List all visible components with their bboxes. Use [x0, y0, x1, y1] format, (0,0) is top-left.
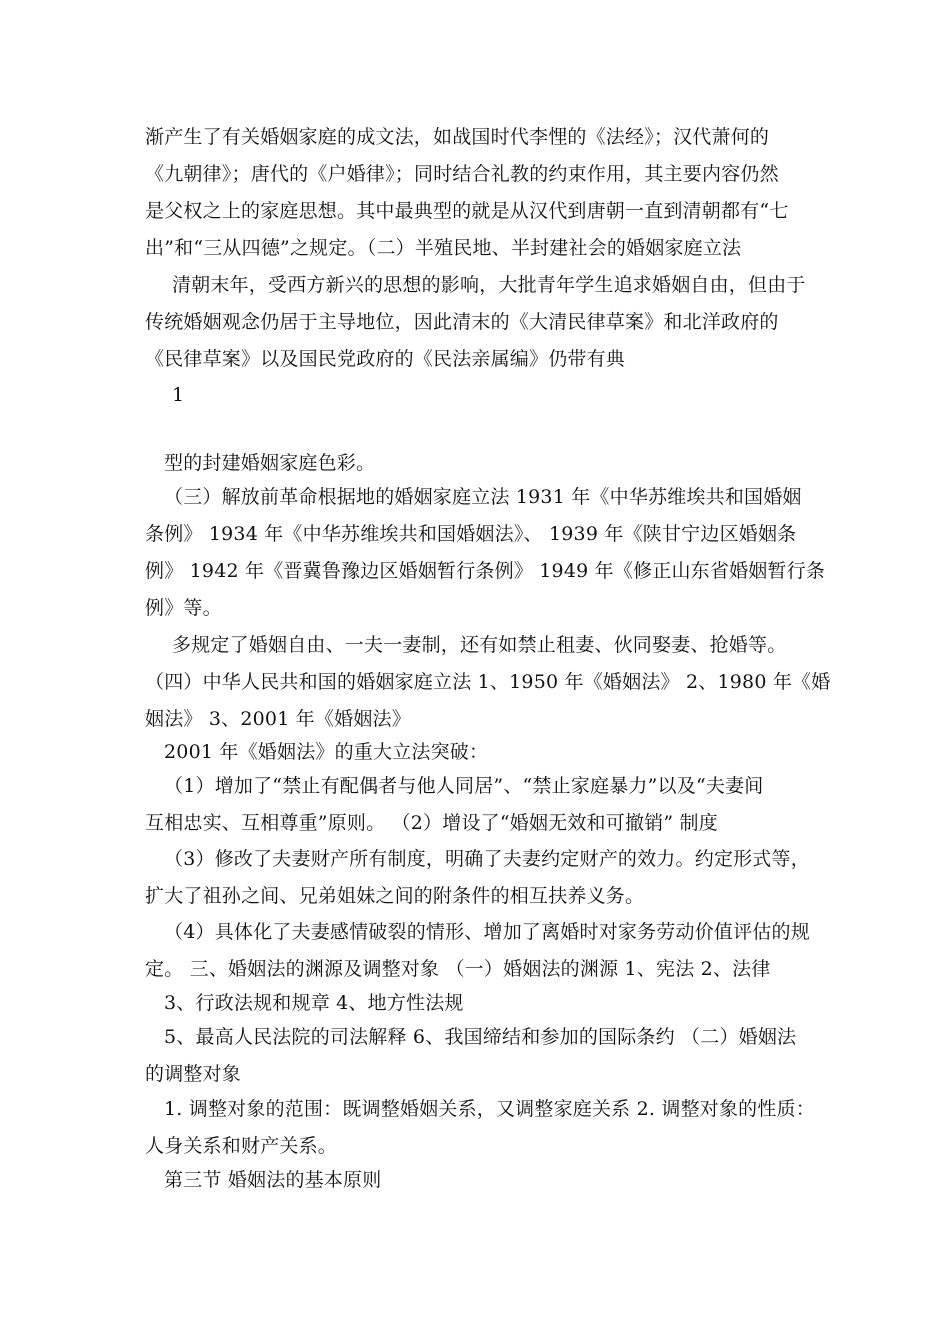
text-line: 3、行政法规和规章 4、地方性法规: [164, 992, 464, 1014]
text-line: 例》 1942 年《晋冀鲁豫边区婚姻暂行条例》 1949 年《修正山东省婚姻暂行条: [145, 560, 826, 582]
text-line: 姻法》 3、2001 年《婚姻法》: [145, 708, 411, 730]
text-line: （4）具体化了夫妻感情破裂的情形、增加了离婚时对家务劳动价值评估的规: [164, 921, 810, 943]
text-line: 1. 调整对象的范围：既调整婚姻关系，又调整家庭关系 2. 调整对象的性质：: [164, 1098, 815, 1120]
text-line: 是父权之上的家庭思想。其中最典型的就是从汉代到唐朝一直到清朝都有“七: [145, 200, 789, 222]
section-heading: 第三节 婚姻法的基本原则: [164, 1169, 382, 1191]
text-line: 的调整对象: [145, 1063, 242, 1085]
text-line: 5、最高人民法院的司法解释 6、我国缔结和参加的国际条约 （二）婚姻法: [164, 1026, 797, 1048]
text-line: 型的封建婚姻家庭色彩。: [164, 452, 376, 474]
text-line: 渐产生了有关婚姻家庭的成文法，如战国时代李悝的《法经》；汉代萧何的: [145, 126, 770, 148]
text-line: 多规定了婚姻自由、一夫一妻制，还有如禁止租妻、伙同娶妻、抢婚等。: [172, 634, 787, 656]
text-line: 互相忠实、互相尊重”原则。 （2）增设了“婚姻无效和可撤销” 制度: [145, 812, 718, 834]
text-line: 扩大了祖孙之间、兄弟姐妹之间的附条件的相互扶养义务。: [145, 885, 645, 907]
text-line: （1）增加了“禁止有配偶者与他人同居”、“禁止家庭暴力”以及“夫妻间: [164, 775, 764, 797]
text-line: （三）解放前革命根据地的婚姻家庭立法 1931 年《中华苏维埃共和国婚姻: [164, 486, 802, 508]
text-line: （3）修改了夫妻财产所有制度，明确了夫妻约定财产的效力。约定形式等，: [164, 848, 810, 870]
text-line: 人身关系和财产关系。: [145, 1135, 338, 1157]
text-line: 2001 年《婚姻法》的重大立法突破：: [164, 741, 489, 763]
text-line: 出”和“三从四德”之规定。（二）半殖民地、半封建社会的婚姻家庭立法: [145, 237, 742, 259]
text-line: 传统婚姻观念仍居于主导地位，因此清末的《大清民律草案》和北洋政府的: [145, 311, 779, 333]
text-line: 定。 三、婚姻法的渊源及调整对象 （一）婚姻法的渊源 1、宪法 2、法律: [145, 958, 771, 980]
text-line: 《九朝律》；唐代的《户婚律》；同时结合礼教的约束作用，其主要内容仍然: [145, 163, 779, 185]
text-line: （四）中华人民共和国的婚姻家庭立法 1、1950 年《婚姻法》 2、1980 年《婚: [145, 671, 831, 693]
text-line: 条例》 1934 年《中华苏维埃共和国婚姻法》、 1939 年《陕甘宁边区婚姻条: [145, 523, 797, 545]
page-number: 1: [172, 384, 185, 406]
text-line: 《民律草案》以及国民党政府的《民法亲属编》仍带有典: [145, 348, 626, 370]
text-line: 清朝末年，受西方新兴的思想的影响，大批青年学生追求婚姻自由，但由于: [172, 274, 806, 296]
text-line: 例》等。: [145, 597, 222, 619]
